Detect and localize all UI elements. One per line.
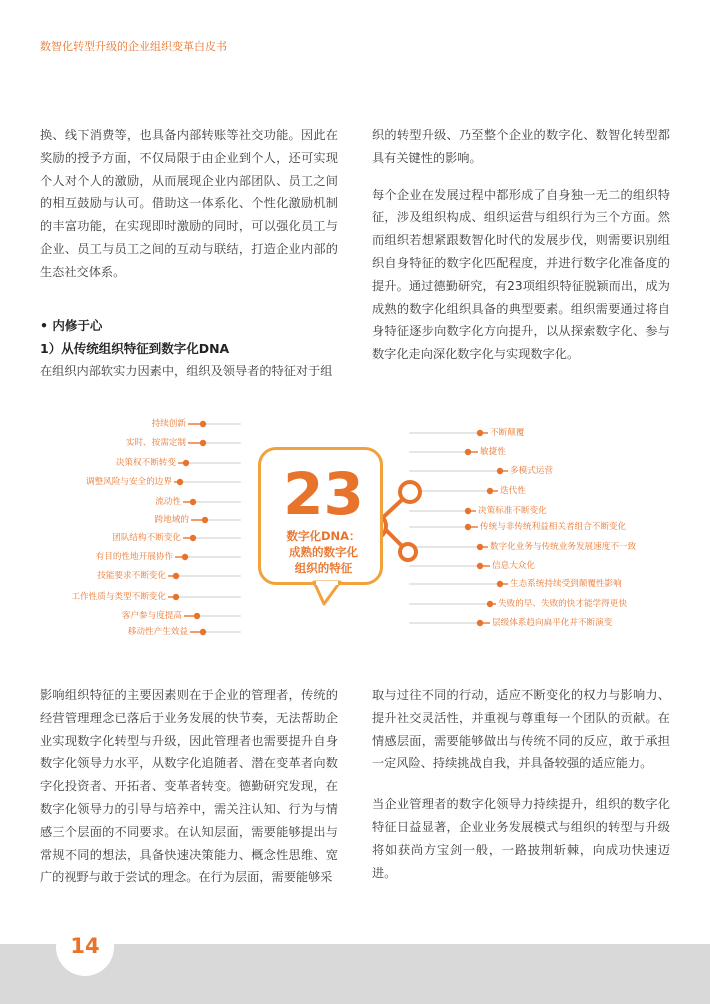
top-left-column: [40, 124, 338, 382]
dna-trait-label: 决策标准不断变化: [478, 506, 547, 516]
paragraph: 换、线下消费等，也具备内部转账等社交功能。因此在奖励的授予方面，不仅局限于由企业到个人，还可实现个人对个人的激励，从而展现企业内部团队、员工之间的相互鼓励与认可。借助这一体系化、个性化激励机制的丰富功能，在实现即时激励的同时，可以强化员工与企业、员工与员工之间的互动与联结，打造企业内部的生态社交体系。: [40, 128, 338, 279]
dna-trait-label: 不断颠覆: [490, 428, 525, 438]
dna-trait-label: 移动性产生效益: [127, 627, 188, 637]
paragraph: 织的转型升级、乃至整个企业的数字化、数智化转型都具有关键性的影响。: [372, 128, 670, 165]
paragraph: 当企业管理者的数字化领导力持续提升，组织的数字化特征日益显著，企业业务发展模式与组织的转型与升级将如获尚方宝剑一般，一路披荆斩棘，向成功快速迈进。: [372, 797, 670, 880]
paragraph: 在组织内部软实力因素中，组织及领导者的特征对于组: [40, 363, 333, 378]
connector-dot: [487, 601, 493, 607]
top-right-column: [372, 124, 670, 366]
dna-trait-label: 实时、按需定制: [125, 438, 186, 448]
dna-title-line: 组织的特征: [294, 561, 353, 575]
dna-trait-label: 流动性: [155, 497, 181, 507]
dna-trait-label: 信息大众化: [492, 561, 535, 571]
connector-dot: [465, 508, 471, 514]
dna-trait-label: 迭代性: [500, 486, 526, 496]
connector-dot: [497, 468, 503, 474]
section-bullet: • 内修于心: [40, 317, 103, 333]
dna-trait-label: 传统与非传统利益相关者组合不断变化: [480, 522, 627, 532]
dna-center-box: [258, 447, 383, 585]
paragraph: 每个企业在发展过程中都形成了自身独一无二的组织特征，涉及组织构成、组织运营与组织行为三个方面。然而组织若想紧跟数智化时代的发展步伐，则需要识别组织自身特征的数字化匹配程度，并进行数字化准备度的提升。通过德勤研究，有23项组织特征脱颖而出，成为成熟的数字化组织具备的典型要素。组织需要通过将自身特征逐步向数字化方向提升，以从探索数字化、参与数字化走向深化数字化与实现数字化。: [372, 187, 670, 362]
dna-trait-label: 工作性质与类型不断变化: [71, 592, 166, 602]
running-header: 数智化转型升级的企业组织变革白皮书: [40, 40, 227, 53]
dna-trait-label: 决策权不断转变: [115, 458, 176, 468]
paragraph: 影响组织特征的主要因素则在于企业的管理者，传统的经营管理理念已落后于业务发展的快节奏，无法帮助企业实现数字化转型与升级，因此管理者也需要提升自身数字化领导力水平，从数字化追随者、潜在变革者向数字化投资者、开拓者、变革者转变。德勤研究发现，在数字化领导力的引导与培养中，需关注认知、行为与情感三个层面的不同要求。在认知层面，需要能够提出与常规不同的想法，具备快速决策能力、概念性思维、宽广的视野与敢于尝试的理念。在行为层面，需要能够采: [40, 688, 338, 885]
dna-trait-label: 技能要求不断变化: [97, 571, 166, 581]
dna-trait-label: 生态系统持续受到颠覆性影响: [510, 579, 622, 589]
dna-trait-label: 跨地域的: [154, 515, 189, 525]
dna-count: 23: [283, 460, 364, 528]
dna-title: [261, 528, 386, 576]
page-number: 14: [70, 934, 100, 958]
dna-trait-label: 敏捷性: [480, 447, 506, 457]
connector-dot: [477, 620, 483, 626]
box-pointer: [310, 580, 350, 610]
dna-trait-label: 有目的性地开展协作: [95, 552, 173, 562]
connector-dot: [477, 544, 483, 550]
connector-dot: [487, 488, 493, 494]
connector-dot: [465, 524, 471, 530]
connector-dot: [497, 581, 503, 587]
dna-trait-label: 持续创新: [151, 419, 186, 429]
connector-dot: [477, 430, 483, 436]
subheading: 1）从传统组织特征到数字化DNA: [40, 340, 230, 356]
dna-title-line: 成熟的数字化: [289, 545, 358, 559]
dna-trait-label: 失败的早、失败的快才能学得更快: [498, 599, 627, 609]
dna-trait-label: 层级体系趋向扁平化并不断演变: [492, 618, 613, 628]
dna-trait-label: 团队结构不断变化: [112, 533, 181, 543]
connector-dot: [477, 563, 483, 569]
connector-dot: [465, 449, 471, 455]
dna-trait-label: 客户参与度提高: [121, 611, 182, 621]
dna-title-line: 数字化DNA：: [286, 529, 361, 543]
dna-trait-label: 多模式运营: [510, 466, 553, 476]
bottom-left-column: [40, 684, 338, 889]
bottom-right-column: [372, 684, 670, 884]
dna-trait-label: 数字化业务与传统业务发展速度不一致: [490, 542, 637, 552]
dna-trait-label: 调整风险与安全的边界: [86, 477, 172, 487]
paragraph: 取与过往不同的行动，适应不断变化的权力与影响力、提升社交灵活性，并重视与尊重每一个团队的贡献。在情感层面，需要能够做出与传统不同的反应，敢于承担一定风险、持续挑战自我，并具备较强的适应能力。: [372, 688, 670, 771]
